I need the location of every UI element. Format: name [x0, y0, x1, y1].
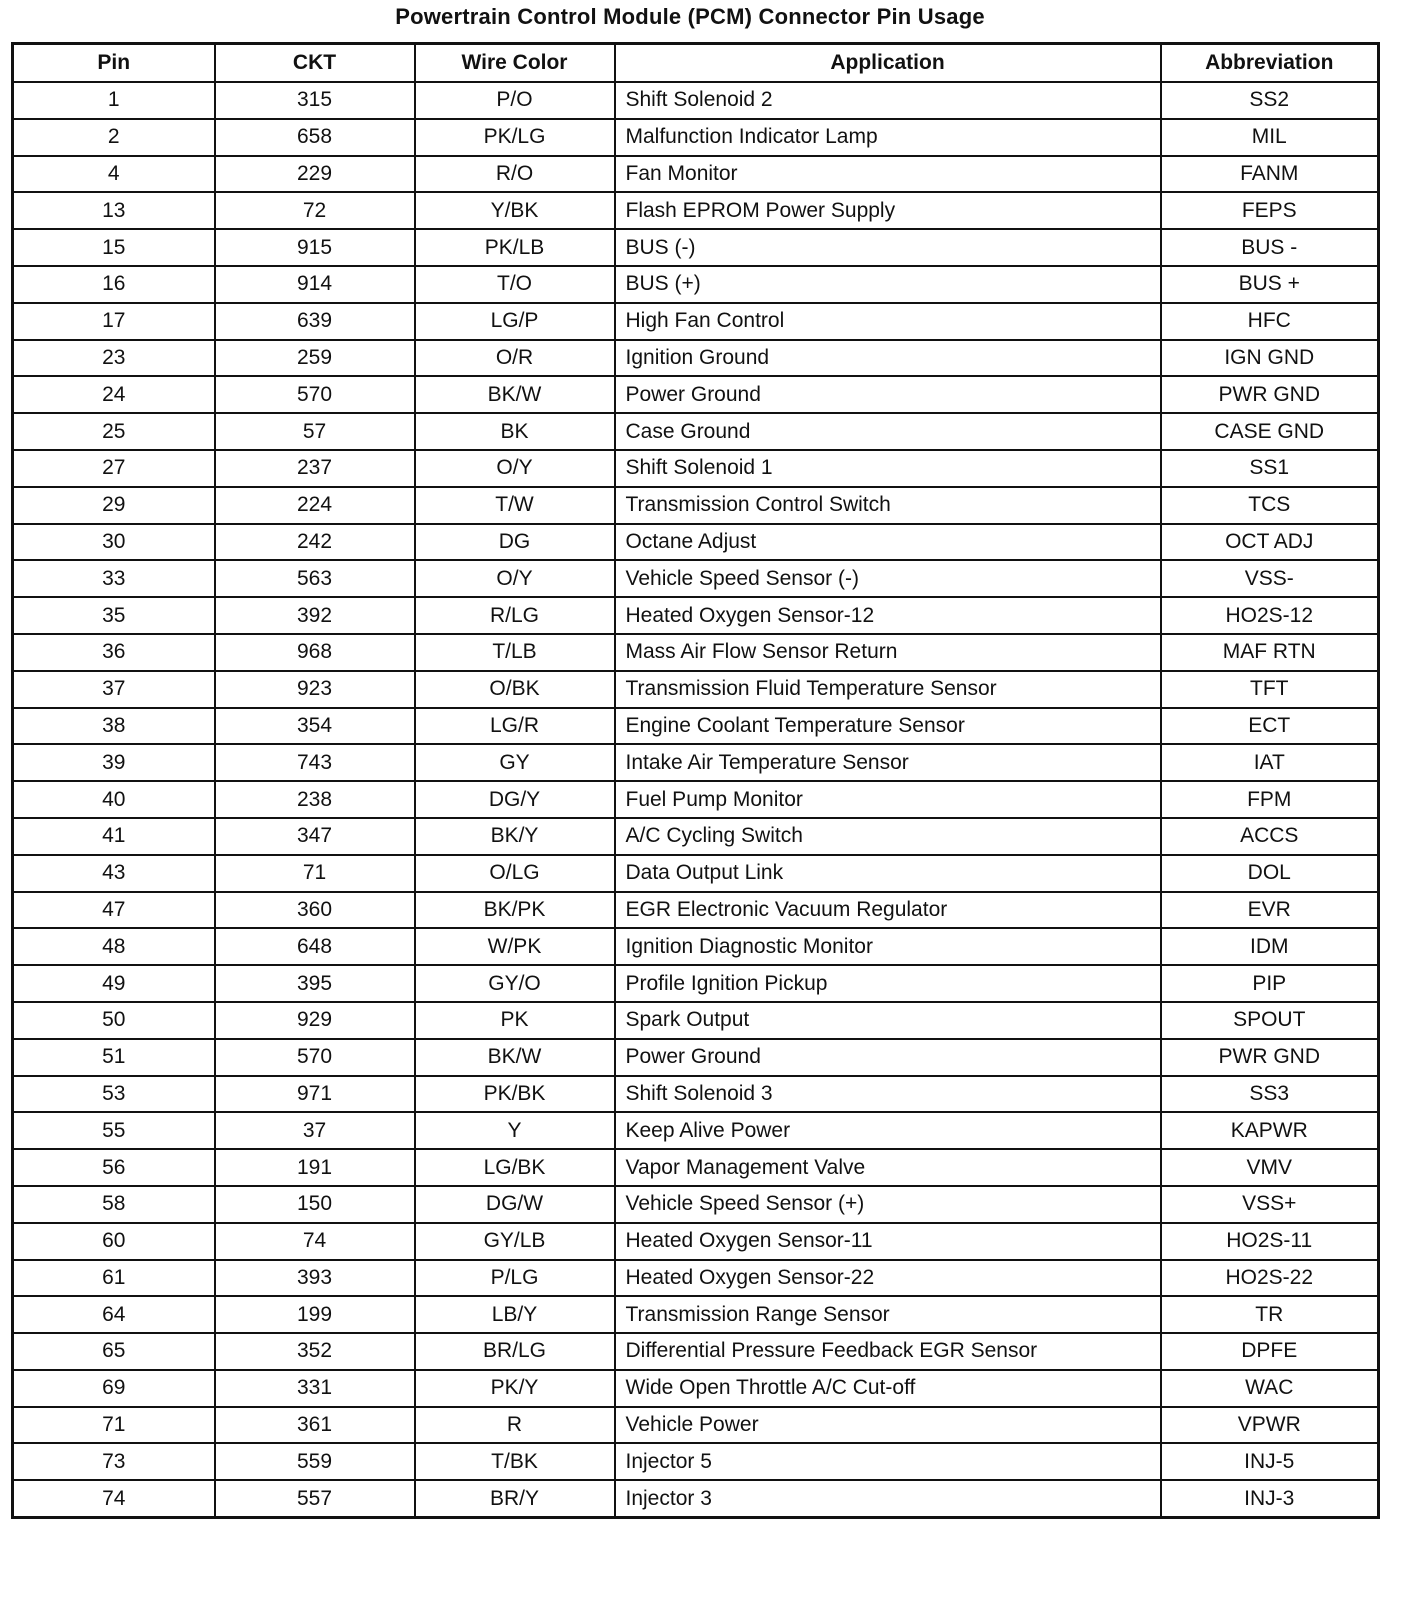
cell-wire-color: P/LG	[415, 1260, 615, 1297]
table-row	[13, 1149, 1379, 1186]
cell-ckt: 331	[215, 1370, 415, 1407]
cell-pin: 1	[13, 82, 215, 119]
cell-application: Heated Oxygen Sensor-12	[615, 597, 1161, 634]
table-body	[13, 82, 1379, 1518]
table-row	[13, 487, 1379, 524]
cell-ckt: 352	[215, 1333, 415, 1370]
cell-ckt: 743	[215, 744, 415, 781]
table-row	[13, 744, 1379, 781]
cell-abbreviation: WAC	[1161, 1370, 1379, 1407]
cell-wire-color: W/PK	[415, 928, 615, 965]
cell-wire-color: GY/O	[415, 965, 615, 1002]
cell-ckt: 914	[215, 266, 415, 303]
cell-pin: 47	[13, 892, 215, 929]
cell-ckt: 559	[215, 1443, 415, 1480]
cell-ckt: 393	[215, 1260, 415, 1297]
cell-wire-color: O/Y	[415, 560, 615, 597]
cell-pin: 40	[13, 781, 215, 818]
cell-ckt: 191	[215, 1149, 415, 1186]
column-header-application: Application	[615, 44, 1161, 83]
cell-pin: 27	[13, 450, 215, 487]
cell-pin: 15	[13, 229, 215, 266]
cell-ckt: 929	[215, 1002, 415, 1039]
cell-wire-color: O/BK	[415, 671, 615, 708]
cell-pin: 73	[13, 1443, 215, 1480]
cell-application: A/C Cycling Switch	[615, 818, 1161, 855]
cell-abbreviation: TFT	[1161, 671, 1379, 708]
cell-ckt: 570	[215, 1039, 415, 1076]
cell-ckt: 563	[215, 560, 415, 597]
cell-pin: 33	[13, 560, 215, 597]
cell-pin: 25	[13, 413, 215, 450]
table-row	[13, 1076, 1379, 1113]
cell-abbreviation: VMV	[1161, 1149, 1379, 1186]
table-row	[13, 1039, 1379, 1076]
cell-ckt: 658	[215, 119, 415, 156]
cell-wire-color: PK	[415, 1002, 615, 1039]
cell-pin: 43	[13, 855, 215, 892]
cell-application: Profile Ignition Pickup	[615, 965, 1161, 1002]
cell-application: Shift Solenoid 2	[615, 82, 1161, 119]
cell-pin: 64	[13, 1296, 215, 1333]
cell-application: Differential Pressure Feedback EGR Sensor	[615, 1333, 1161, 1370]
cell-application: Ignition Ground	[615, 340, 1161, 377]
cell-application: Injector 3	[615, 1480, 1161, 1517]
document-title: Powertrain Control Module (PCM) Connector Pin Usage	[395, 4, 985, 29]
cell-pin: 2	[13, 119, 215, 156]
cell-pin: 23	[13, 340, 215, 377]
table-row	[13, 119, 1379, 156]
cell-pin: 50	[13, 1002, 215, 1039]
cell-pin: 60	[13, 1223, 215, 1260]
cell-abbreviation: TR	[1161, 1296, 1379, 1333]
cell-ckt: 361	[215, 1407, 415, 1444]
cell-application: Malfunction Indicator Lamp	[615, 119, 1161, 156]
cell-application: Octane Adjust	[615, 524, 1161, 561]
cell-pin: 30	[13, 524, 215, 561]
table-row	[13, 818, 1379, 855]
cell-ckt: 57	[215, 413, 415, 450]
column-header-wire-color: Wire Color	[415, 44, 615, 83]
cell-ckt: 354	[215, 708, 415, 745]
cell-application: Transmission Control Switch	[615, 487, 1161, 524]
cell-wire-color: LG/P	[415, 303, 615, 340]
cell-wire-color: T/W	[415, 487, 615, 524]
cell-application: Power Ground	[615, 1039, 1161, 1076]
cell-pin: 37	[13, 671, 215, 708]
cell-wire-color: PK/LB	[415, 229, 615, 266]
table-row	[13, 266, 1379, 303]
cell-application: Ignition Diagnostic Monitor	[615, 928, 1161, 965]
cell-application: BUS (-)	[615, 229, 1161, 266]
cell-pin: 17	[13, 303, 215, 340]
cell-pin: 41	[13, 818, 215, 855]
column-header-ckt: CKT	[215, 44, 415, 83]
cell-wire-color: P/O	[415, 82, 615, 119]
cell-ckt: 570	[215, 376, 415, 413]
cell-ckt: 648	[215, 928, 415, 965]
cell-pin: 69	[13, 1370, 215, 1407]
cell-application: Fuel Pump Monitor	[615, 781, 1161, 818]
cell-abbreviation: SS1	[1161, 450, 1379, 487]
cell-ckt: 971	[215, 1076, 415, 1113]
cell-abbreviation: SS2	[1161, 82, 1379, 119]
cell-application: Wide Open Throttle A/C Cut-off	[615, 1370, 1161, 1407]
cell-abbreviation: ECT	[1161, 708, 1379, 745]
cell-abbreviation: CASE GND	[1161, 413, 1379, 450]
cell-pin: 71	[13, 1407, 215, 1444]
cell-ckt: 347	[215, 818, 415, 855]
table-row	[13, 928, 1379, 965]
cell-wire-color: Y	[415, 1112, 615, 1149]
cell-abbreviation: FEPS	[1161, 192, 1379, 229]
cell-wire-color: BK/W	[415, 376, 615, 413]
cell-wire-color: BR/Y	[415, 1480, 615, 1517]
cell-wire-color: BK	[415, 413, 615, 450]
cell-wire-color: T/O	[415, 266, 615, 303]
cell-pin: 24	[13, 376, 215, 413]
table-row	[13, 965, 1379, 1002]
cell-wire-color: BK/Y	[415, 818, 615, 855]
cell-application: Keep Alive Power	[615, 1112, 1161, 1149]
cell-pin: 53	[13, 1076, 215, 1113]
table-row	[13, 303, 1379, 340]
table-row	[13, 82, 1379, 119]
cell-application: EGR Electronic Vacuum Regulator	[615, 892, 1161, 929]
cell-ckt: 74	[215, 1223, 415, 1260]
table-row	[13, 1112, 1379, 1149]
table-row	[13, 1443, 1379, 1480]
cell-wire-color: R	[415, 1407, 615, 1444]
cell-wire-color: R/LG	[415, 597, 615, 634]
cell-ckt: 923	[215, 671, 415, 708]
cell-application: Vapor Management Valve	[615, 1149, 1161, 1186]
table-row	[13, 192, 1379, 229]
cell-pin: 48	[13, 928, 215, 965]
cell-application: Transmission Range Sensor	[615, 1296, 1161, 1333]
cell-application: Spark Output	[615, 1002, 1161, 1039]
cell-ckt: 915	[215, 229, 415, 266]
cell-pin: 61	[13, 1260, 215, 1297]
cell-application: Injector 5	[615, 1443, 1161, 1480]
cell-abbreviation: DOL	[1161, 855, 1379, 892]
cell-wire-color: GY	[415, 744, 615, 781]
cell-abbreviation: FPM	[1161, 781, 1379, 818]
cell-abbreviation: HO2S-11	[1161, 1223, 1379, 1260]
cell-ckt: 37	[215, 1112, 415, 1149]
table-row	[13, 1407, 1379, 1444]
table-row	[13, 1002, 1379, 1039]
cell-application: Shift Solenoid 1	[615, 450, 1161, 487]
cell-wire-color: R/O	[415, 156, 615, 193]
cell-ckt: 199	[215, 1296, 415, 1333]
cell-application: Fan Monitor	[615, 156, 1161, 193]
cell-ckt: 392	[215, 597, 415, 634]
cell-abbreviation: BUS +	[1161, 266, 1379, 303]
cell-ckt: 639	[215, 303, 415, 340]
table-row	[13, 855, 1379, 892]
cell-pin: 13	[13, 192, 215, 229]
cell-ckt: 360	[215, 892, 415, 929]
cell-application: Mass Air Flow Sensor Return	[615, 634, 1161, 671]
cell-abbreviation: PIP	[1161, 965, 1379, 1002]
cell-ckt: 150	[215, 1186, 415, 1223]
table-row	[13, 450, 1379, 487]
cell-ckt: 395	[215, 965, 415, 1002]
cell-ckt: 72	[215, 192, 415, 229]
cell-abbreviation: HO2S-12	[1161, 597, 1379, 634]
table-row	[13, 1186, 1379, 1223]
cell-ckt: 229	[215, 156, 415, 193]
cell-application: Transmission Fluid Temperature Sensor	[615, 671, 1161, 708]
cell-wire-color: BK/PK	[415, 892, 615, 929]
table-header-row	[13, 44, 1379, 83]
cell-abbreviation: VSS-	[1161, 560, 1379, 597]
cell-wire-color: T/BK	[415, 1443, 615, 1480]
table-row	[13, 1480, 1379, 1517]
cell-application: Vehicle Power	[615, 1407, 1161, 1444]
table-row	[13, 1370, 1379, 1407]
cell-wire-color: GY/LB	[415, 1223, 615, 1260]
cell-wire-color: LG/BK	[415, 1149, 615, 1186]
table-row	[13, 1260, 1379, 1297]
cell-wire-color: PK/Y	[415, 1370, 615, 1407]
column-header-pin: Pin	[13, 44, 215, 83]
cell-abbreviation: IDM	[1161, 928, 1379, 965]
cell-wire-color: O/R	[415, 340, 615, 377]
cell-application: Power Ground	[615, 376, 1161, 413]
cell-pin: 51	[13, 1039, 215, 1076]
table-row	[13, 597, 1379, 634]
cell-abbreviation: PWR GND	[1161, 1039, 1379, 1076]
cell-application: Heated Oxygen Sensor-11	[615, 1223, 1161, 1260]
cell-abbreviation: SPOUT	[1161, 1002, 1379, 1039]
cell-wire-color: PK/LG	[415, 119, 615, 156]
cell-wire-color: BK/W	[415, 1039, 615, 1076]
table-row	[13, 560, 1379, 597]
cell-pin: 35	[13, 597, 215, 634]
cell-wire-color: LB/Y	[415, 1296, 615, 1333]
cell-wire-color: Y/BK	[415, 192, 615, 229]
cell-ckt: 224	[215, 487, 415, 524]
cell-abbreviation: INJ-3	[1161, 1480, 1379, 1517]
cell-abbreviation: DPFE	[1161, 1333, 1379, 1370]
cell-wire-color: LG/R	[415, 708, 615, 745]
cell-wire-color: PK/BK	[415, 1076, 615, 1113]
cell-abbreviation: IGN GND	[1161, 340, 1379, 377]
table-row	[13, 524, 1379, 561]
table-row	[13, 1333, 1379, 1370]
table-row	[13, 413, 1379, 450]
cell-pin: 16	[13, 266, 215, 303]
cell-ckt: 259	[215, 340, 415, 377]
cell-abbreviation: IAT	[1161, 744, 1379, 781]
cell-ckt: 237	[215, 450, 415, 487]
table-row	[13, 156, 1379, 193]
cell-abbreviation: MIL	[1161, 119, 1379, 156]
cell-application: Vehicle Speed Sensor (+)	[615, 1186, 1161, 1223]
cell-abbreviation: FANM	[1161, 156, 1379, 193]
cell-pin: 38	[13, 708, 215, 745]
cell-abbreviation: KAPWR	[1161, 1112, 1379, 1149]
cell-abbreviation: HFC	[1161, 303, 1379, 340]
cell-pin: 56	[13, 1149, 215, 1186]
cell-ckt: 968	[215, 634, 415, 671]
cell-application: Vehicle Speed Sensor (-)	[615, 560, 1161, 597]
cell-application: Flash EPROM Power Supply	[615, 192, 1161, 229]
table-row	[13, 1296, 1379, 1333]
table-row	[13, 229, 1379, 266]
cell-application: Heated Oxygen Sensor-22	[615, 1260, 1161, 1297]
cell-wire-color: O/Y	[415, 450, 615, 487]
cell-wire-color: T/LB	[415, 634, 615, 671]
cell-pin: 49	[13, 965, 215, 1002]
cell-pin: 29	[13, 487, 215, 524]
cell-ckt: 238	[215, 781, 415, 818]
cell-abbreviation: PWR GND	[1161, 376, 1379, 413]
pin-usage-table	[11, 42, 1380, 1519]
cell-pin: 74	[13, 1480, 215, 1517]
cell-wire-color: DG	[415, 524, 615, 561]
cell-pin: 58	[13, 1186, 215, 1223]
cell-abbreviation: BUS -	[1161, 229, 1379, 266]
table-row	[13, 708, 1379, 745]
cell-pin: 39	[13, 744, 215, 781]
column-header-abbreviation: Abbreviation	[1161, 44, 1379, 83]
cell-abbreviation: ACCS	[1161, 818, 1379, 855]
cell-application: Case Ground	[615, 413, 1161, 450]
cell-abbreviation: OCT ADJ	[1161, 524, 1379, 561]
cell-wire-color: O/LG	[415, 855, 615, 892]
cell-pin: 65	[13, 1333, 215, 1370]
table-row	[13, 781, 1379, 818]
cell-abbreviation: MAF RTN	[1161, 634, 1379, 671]
cell-ckt: 242	[215, 524, 415, 561]
table-row	[13, 376, 1379, 413]
cell-wire-color: BR/LG	[415, 1333, 615, 1370]
cell-application: Intake Air Temperature Sensor	[615, 744, 1161, 781]
cell-application: High Fan Control	[615, 303, 1161, 340]
table-row	[13, 1223, 1379, 1260]
cell-abbreviation: VPWR	[1161, 1407, 1379, 1444]
cell-wire-color: DG/Y	[415, 781, 615, 818]
cell-abbreviation: HO2S-22	[1161, 1260, 1379, 1297]
cell-abbreviation: SS3	[1161, 1076, 1379, 1113]
table-row	[13, 340, 1379, 377]
cell-ckt: 315	[215, 82, 415, 119]
cell-pin: 55	[13, 1112, 215, 1149]
table-row	[13, 671, 1379, 708]
cell-application: Shift Solenoid 3	[615, 1076, 1161, 1113]
cell-application: BUS (+)	[615, 266, 1161, 303]
cell-application: Data Output Link	[615, 855, 1161, 892]
table-row	[13, 892, 1379, 929]
cell-pin: 36	[13, 634, 215, 671]
cell-application: Engine Coolant Temperature Sensor	[615, 708, 1161, 745]
cell-pin: 4	[13, 156, 215, 193]
cell-ckt: 557	[215, 1480, 415, 1517]
cell-ckt: 71	[215, 855, 415, 892]
cell-abbreviation: EVR	[1161, 892, 1379, 929]
table-row	[13, 634, 1379, 671]
cell-wire-color: DG/W	[415, 1186, 615, 1223]
cell-abbreviation: TCS	[1161, 487, 1379, 524]
cell-abbreviation: INJ-5	[1161, 1443, 1379, 1480]
cell-abbreviation: VSS+	[1161, 1186, 1379, 1223]
